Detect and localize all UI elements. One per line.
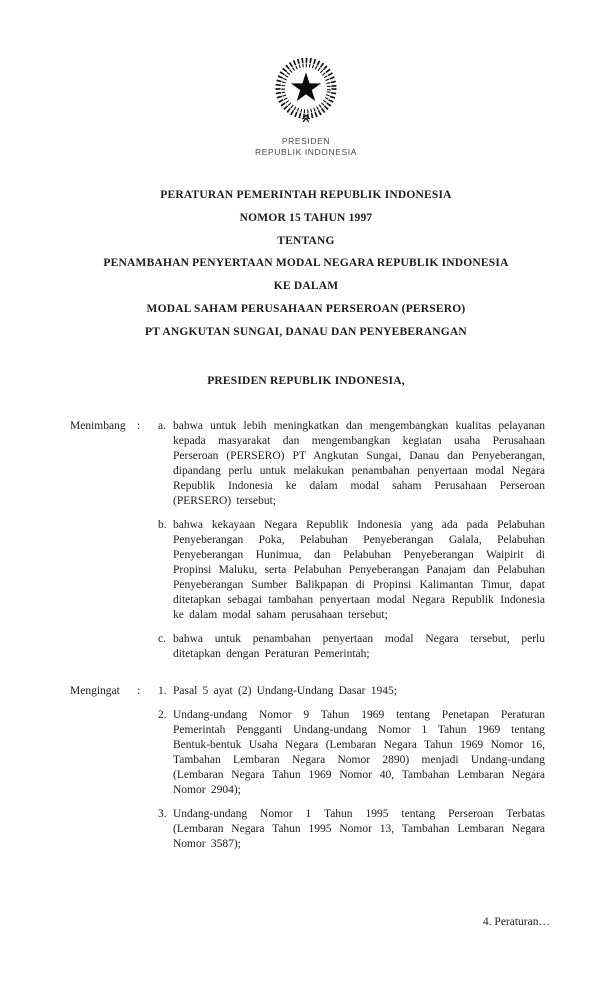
section-mengingat <box>70 684 545 852</box>
clause-text: Pasal 5 ayat (2) Undang-Undang Dasar 1945; <box>173 684 397 697</box>
section-label-mengingat: Mengingat <box>70 684 120 697</box>
title-line-subject-1: PENAMBAHAN PENYERTAAN MODAL NEGARA REPUBLIK INDONESIA <box>103 257 509 270</box>
catchword: 4. Peraturan… <box>482 916 550 928</box>
salutation: PRESIDEN REPUBLIK INDONESIA, <box>207 374 405 387</box>
clause-text: bahwa untuk penambahan penyertaan modal Negara tersebut, perlu ditetapkan dengan Peraturan Pemerintah; <box>173 632 545 660</box>
title-line-subject-3: PT ANGKUTAN SUNGAI, DANAU DAN PENYEBERANGAN <box>145 325 467 338</box>
section-colon: : <box>137 684 141 697</box>
document-body <box>70 419 545 852</box>
clause-marker: b. <box>158 518 167 531</box>
clause-text: bahwa kekayaan Negara Republik Indonesia yang ada pada Pelabuhan Penyeberangan Poka, Pelabuhan Penyeberangan Galala, Pelabuhan Penyeberangan Hunimua, dan Pelabuhan Penyeberangan Waipirit di Propinsi Maluku, serta Pelabuhan Penyeberangan Panajam dan Pelabuhan Penyeberangan Sumber Balikpapan di Propinsi Kalimantan Timur, dapat ditetapkan sebagai tambahan penyertaan modal Negara Republik Indonesia ke dalam modal saham perusahaan tersebut; <box>173 518 545 621</box>
section-label-menimbang: Menimbang <box>70 419 126 432</box>
clause-marker: 3. <box>158 807 167 820</box>
clause-text: Undang-undang Nomor 1 Tahun 1995 tentang Perseroan Terbatas (Lembaran Negara Tahun 1995 Nomor 13, Tambahan Lembaran Negara Nomor 3587); <box>173 807 545 850</box>
emblem-caption-republik-indonesia: REPUBLIK INDONESIA <box>255 147 357 157</box>
emblem-caption <box>0 136 612 158</box>
presidential-emblem <box>264 50 348 134</box>
star-icon <box>291 72 321 101</box>
clause-item-3 <box>158 807 545 852</box>
clause-item-c <box>158 632 545 662</box>
title-line-number: NOMOR 15 TAHUN 1997 <box>239 211 373 224</box>
document-header <box>0 0 612 158</box>
title-line-ke-dalam: KE DALAM <box>273 280 339 293</box>
clause-item-2 <box>158 708 545 798</box>
clause-text: bahwa untuk lebih meningkatkan dan mengembangkan kualitas pelayanan kepada masyarakat dan mengembangkan kegiatan usaha Perusahaan Perseroan (PERSERO) PT Angkutan Sungai, Danau dan Penyeberangan, dipandang perlu untuk melakukan penambahan penyertaan modal Negara Republik Indonesia ke dalam modal saham Perusahaan Perseroan (PERSERO) tersebut; <box>173 419 545 507</box>
title-line-subject-2: MODAL SAHAM PERUSAHAAN PERSEROAN (PERSERO) <box>146 302 466 315</box>
title-line-regulation: PERATURAN PEMERINTAH REPUBLIK INDONESIA <box>160 189 452 201</box>
section-spacer <box>70 662 545 684</box>
document-title <box>0 184 612 344</box>
clause-marker: c. <box>158 632 166 645</box>
clause-item-a <box>158 419 545 509</box>
emblem-caption-presiden: PRESIDEN <box>281 136 331 146</box>
clause-marker: a. <box>158 419 166 432</box>
clause-marker: 1. <box>158 684 167 697</box>
clause-item-1 <box>158 684 545 699</box>
title-line-tentang: TENTANG <box>277 234 335 247</box>
clause-text: Undang-undang Nomor 9 Tahun 1969 tentang Penetapan Peraturan Pemerintah Pengganti Undang-undang Nomor 1 Tahun 1969 tentang Bentuk-bentuk Usaha Negara (Lembaran Negara Tahun 1969 Nomor 16, Tambahan Lembaran Negara Nomor 2890) menjadi Undang-undang (Lembaran Negara Tahun 1969 Nomor 40, Tambahan Lembaran Negara Nomor 2904); <box>173 708 545 796</box>
section-colon: : <box>137 419 141 432</box>
clause-marker: 2. <box>158 708 167 721</box>
section-menimbang <box>70 419 545 662</box>
clause-item-b <box>158 518 545 623</box>
